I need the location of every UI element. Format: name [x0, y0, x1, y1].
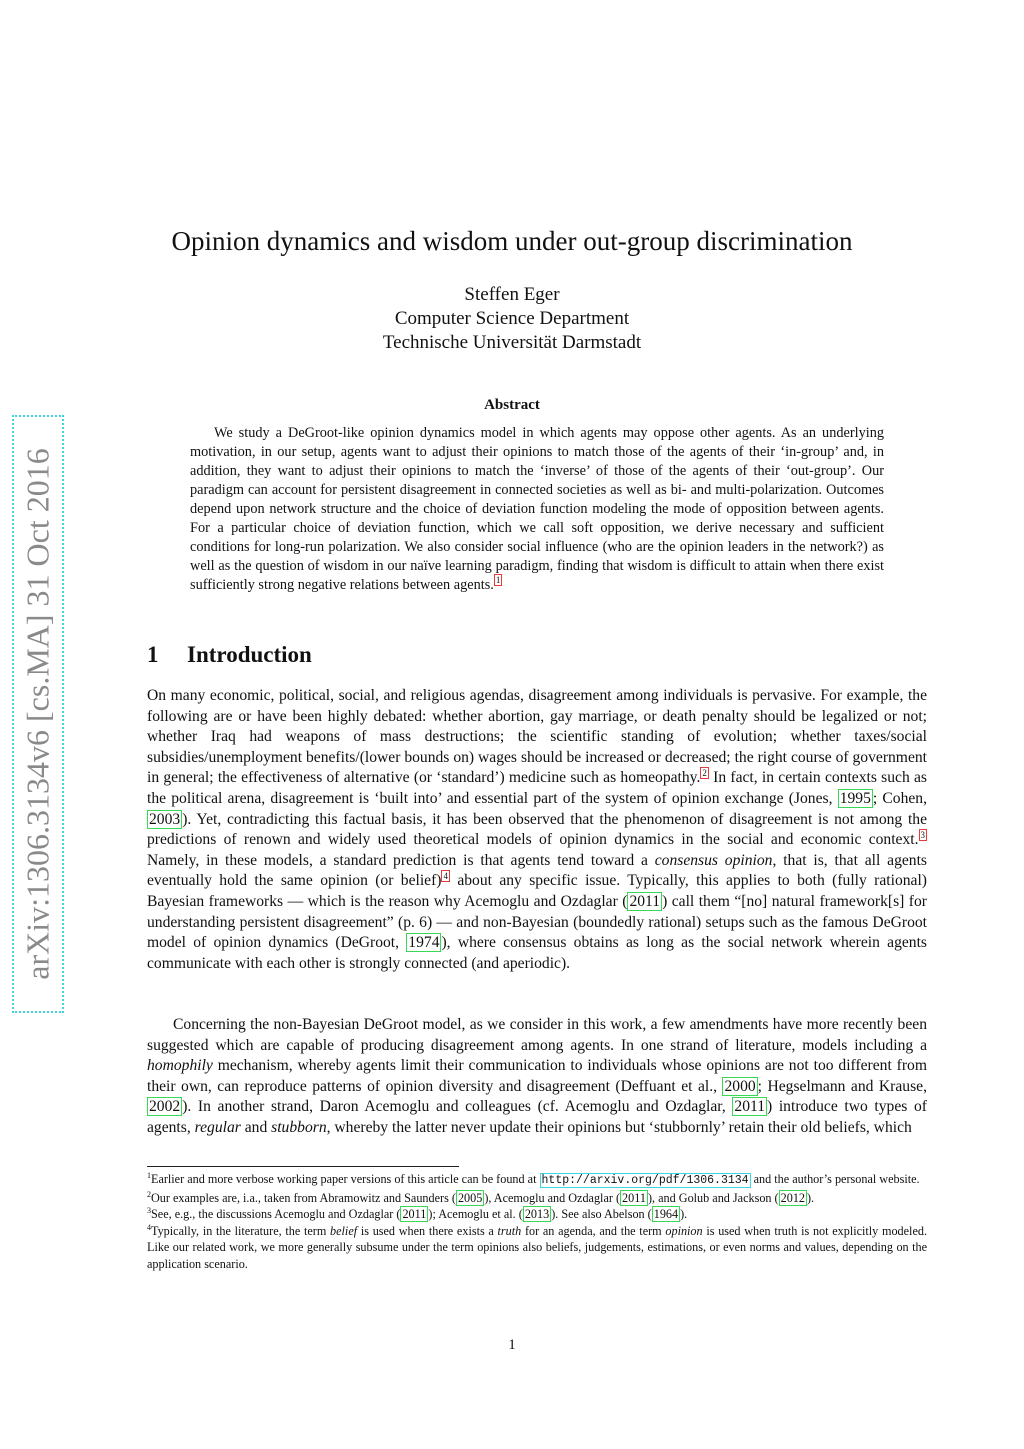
text-run: ), where consensus obtains as long as the social network wherein agents communicate with each other is strongly connected (and aperiodic). — [147, 934, 927, 972]
text-run: is used when truth is not explicitly modeled. Like our related work, we more generally subsume under the term opinions also beliefs, judgements, estimations, or even norms and values, depending on the application scenario. — [147, 1223, 927, 1271]
emphasis: belief — [330, 1223, 358, 1238]
text-run: , whereby the latter never update their opinions but ‘stubbornly’ retain their old beliefs, which — [326, 1118, 912, 1136]
citation-link[interactable]: 2005 — [457, 1190, 483, 1205]
section-heading — [147, 642, 312, 668]
footnote-2 — [147, 1190, 927, 1207]
text-run: Typically, in the literature, the term — [151, 1223, 331, 1238]
footnote-ref-4[interactable]: 4 — [443, 871, 448, 882]
text-run: , that is, that all agents eventually hold the same opinion (or belief) — [147, 851, 927, 890]
text-run: ). — [680, 1207, 688, 1221]
text-run: ). In another strand, Daron Acemoglu and colleagues (cf. Acemoglu and Ozdaglar, — [182, 1098, 733, 1116]
citation-link[interactable]: 2013 — [524, 1207, 550, 1221]
citation-link[interactable]: 2011 — [402, 1207, 427, 1221]
citation-link[interactable]: 2003 — [149, 810, 181, 828]
text-run: ; Cohen, — [872, 789, 928, 807]
abstract-text — [190, 424, 884, 595]
text-run: ) call them “[no] natural framework[s] for understanding persistent disagreement” (p. 6) — and non-Bayesian (boundedly rational) setups such as the famous DeGroot model of opinion dynamics (DeGroot, — [147, 892, 927, 952]
paper-title: Opinion dynamics and wisdom under out-group discrimination — [171, 226, 853, 256]
url-link[interactable]: http://arxiv.org/pdf/1306.3134 — [541, 1174, 749, 1187]
text-run: ); Acemoglu et al. ( — [428, 1207, 523, 1221]
text-run: ), Acemoglu and Ozdaglar ( — [484, 1190, 621, 1205]
citation-link[interactable]: 2011 — [622, 1190, 646, 1205]
intro-paragraph-2 — [147, 1015, 927, 1139]
footnote-mark: 4 — [147, 1222, 151, 1232]
text-run: about any specific issue. Typically, this applies to both (fully rational) Bayesian frameworks — which is the reason why Acemoglu and Ozdaglar ( — [147, 872, 927, 910]
footnote-divider — [147, 1166, 459, 1167]
footnotes — [147, 1171, 927, 1272]
citation-link[interactable]: 2002 — [149, 1098, 181, 1116]
abstract-body: We study a DeGroot-like opinion dynamics model in which agents may oppose other agents. As an underlying motivation, in our setup, agents want to adjust their opinions to match those of the agents of their ‘in-group’ and, in addition, they want to adjust their opinions to match the ‘inverse’ of those of the agents of their ‘out-group’. Our paradigm can account for persistent disagreement in connected societies as well as bi- and multi-polarization. Outcomes depend upon network structure and the choice of deviation function modeling the mode of opposition between agents. For a particular choice of deviation function, which we call soft opposition, we derive necessary and sufficient conditions for long-run polarization. We also consider social influence (who are the opinion leaders in the network?) as well as the question of wisdom in our naïve learning paradigm, finding that wisdom is difficult to attain when there exist sufficiently strong negative relations between agents. — [190, 425, 884, 593]
author-name: Steffen Eger — [464, 284, 560, 305]
footnote-ref-1[interactable]: 1 — [495, 575, 501, 586]
emphasis: homophily — [147, 1057, 213, 1075]
citation-link[interactable]: 2012 — [780, 1190, 805, 1205]
text-run: On many economic, political, social, and religious agendas, disagreement among individuals is pervasive. For example, the following are or have been highly debated: whether abortion, gay marriage, or death penalty should be legalized or not; whether Iraq had weapons of mass destructions; the scientific standing of evolution; whether taxes/social subsidies/unemployment benefits/(lower bounds on) wages should be increased or decreased; the right course of government in general; the effectiveness of alternative (or ‘standard’) medicine such as homeopathy. — [147, 687, 927, 787]
arxiv-stamp — [12, 415, 64, 1013]
text-run: In fact, in certain contexts such as the political arena, disagreement is ‘built into’ and essential part of the system of opinion exchange (Jones, — [147, 769, 927, 807]
author-department: Computer Science Department — [394, 308, 630, 329]
intro-paragraph-1 — [147, 686, 927, 974]
emphasis: stubborn — [271, 1118, 327, 1136]
emphasis: consensus opinion — [654, 851, 773, 869]
citation-link[interactable]: 1964 — [653, 1207, 679, 1221]
footnote-ref-2[interactable]: 2 — [702, 768, 707, 779]
footnote-mark: 3 — [147, 1205, 151, 1215]
text-run: and — [240, 1118, 272, 1136]
text-run: Concerning the non-Bayesian DeGroot model, as we consider in this work, a few amendments have more recently been suggested which are capable of producing disagreement among agents. In one strand of literature, models including a — [147, 1016, 927, 1054]
page-number: 1 — [508, 1337, 516, 1353]
footnote-mark: 1 — [147, 1170, 151, 1180]
text-run: Our examples are, i.a., taken from Abramowitz and Saunders ( — [151, 1190, 456, 1205]
footnote-ref-3[interactable]: 3 — [920, 829, 925, 840]
citation-link[interactable]: 1974 — [408, 934, 440, 952]
text-run: and the author’s personal website. — [750, 1172, 920, 1186]
text-run: mechanism, whereby agents limit their communication to individuals whose opinions are not too different from their own, can reproduce patterns of opinion diversity and disagreement (Deffuant et al., — [147, 1057, 927, 1095]
arxiv-id: arXiv:1306.3134v6 [cs.MA] 31 Oct 2016 — [19, 448, 56, 980]
text-run: Earlier and more verbose working paper versions of this article can be found at — [151, 1172, 540, 1186]
text-run: ), and Golub and Jackson ( — [647, 1190, 779, 1205]
text-run: Namely, in these models, a standard prediction is that agents tend toward a — [147, 851, 655, 869]
emphasis: regular — [194, 1118, 241, 1136]
footnote-4 — [147, 1223, 927, 1273]
text-run: for an agenda, and the term — [521, 1223, 666, 1238]
abstract-heading: Abstract — [484, 397, 540, 413]
emphasis: truth — [497, 1223, 522, 1238]
citation-link[interactable]: 2011 — [734, 1098, 766, 1116]
text-run: ). — [807, 1190, 815, 1205]
citation-link[interactable]: 1995 — [839, 789, 871, 807]
author-institution: Technische Universität Darmstadt — [382, 332, 642, 353]
emphasis: opinion — [665, 1223, 703, 1238]
text-run: See, e.g., the discussions Acemoglu and Ozdaglar ( — [151, 1207, 401, 1221]
text-run: ) introduce two types of agents, — [147, 1098, 927, 1136]
footnote-3 — [147, 1206, 927, 1223]
text-run: ; Hegselmann and Krause, — [757, 1077, 927, 1095]
citation-link[interactable]: 2011 — [629, 892, 661, 910]
text-run: ). See also Abelson ( — [551, 1207, 652, 1221]
citation-link[interactable]: 2000 — [724, 1077, 756, 1095]
footnote-1 — [147, 1171, 927, 1190]
section-title: Introduction — [187, 642, 312, 667]
text-run: ). Yet, contradicting this factual basis, it has been observed that the phenomenon of disagreement is not among the predictions of renown and widely used theoretical models of opinion dynamics in the social and economic context. — [147, 810, 927, 849]
text-run: is used when there exists a — [357, 1223, 498, 1238]
footnote-mark: 2 — [147, 1189, 151, 1199]
section-number: 1 — [147, 642, 159, 667]
